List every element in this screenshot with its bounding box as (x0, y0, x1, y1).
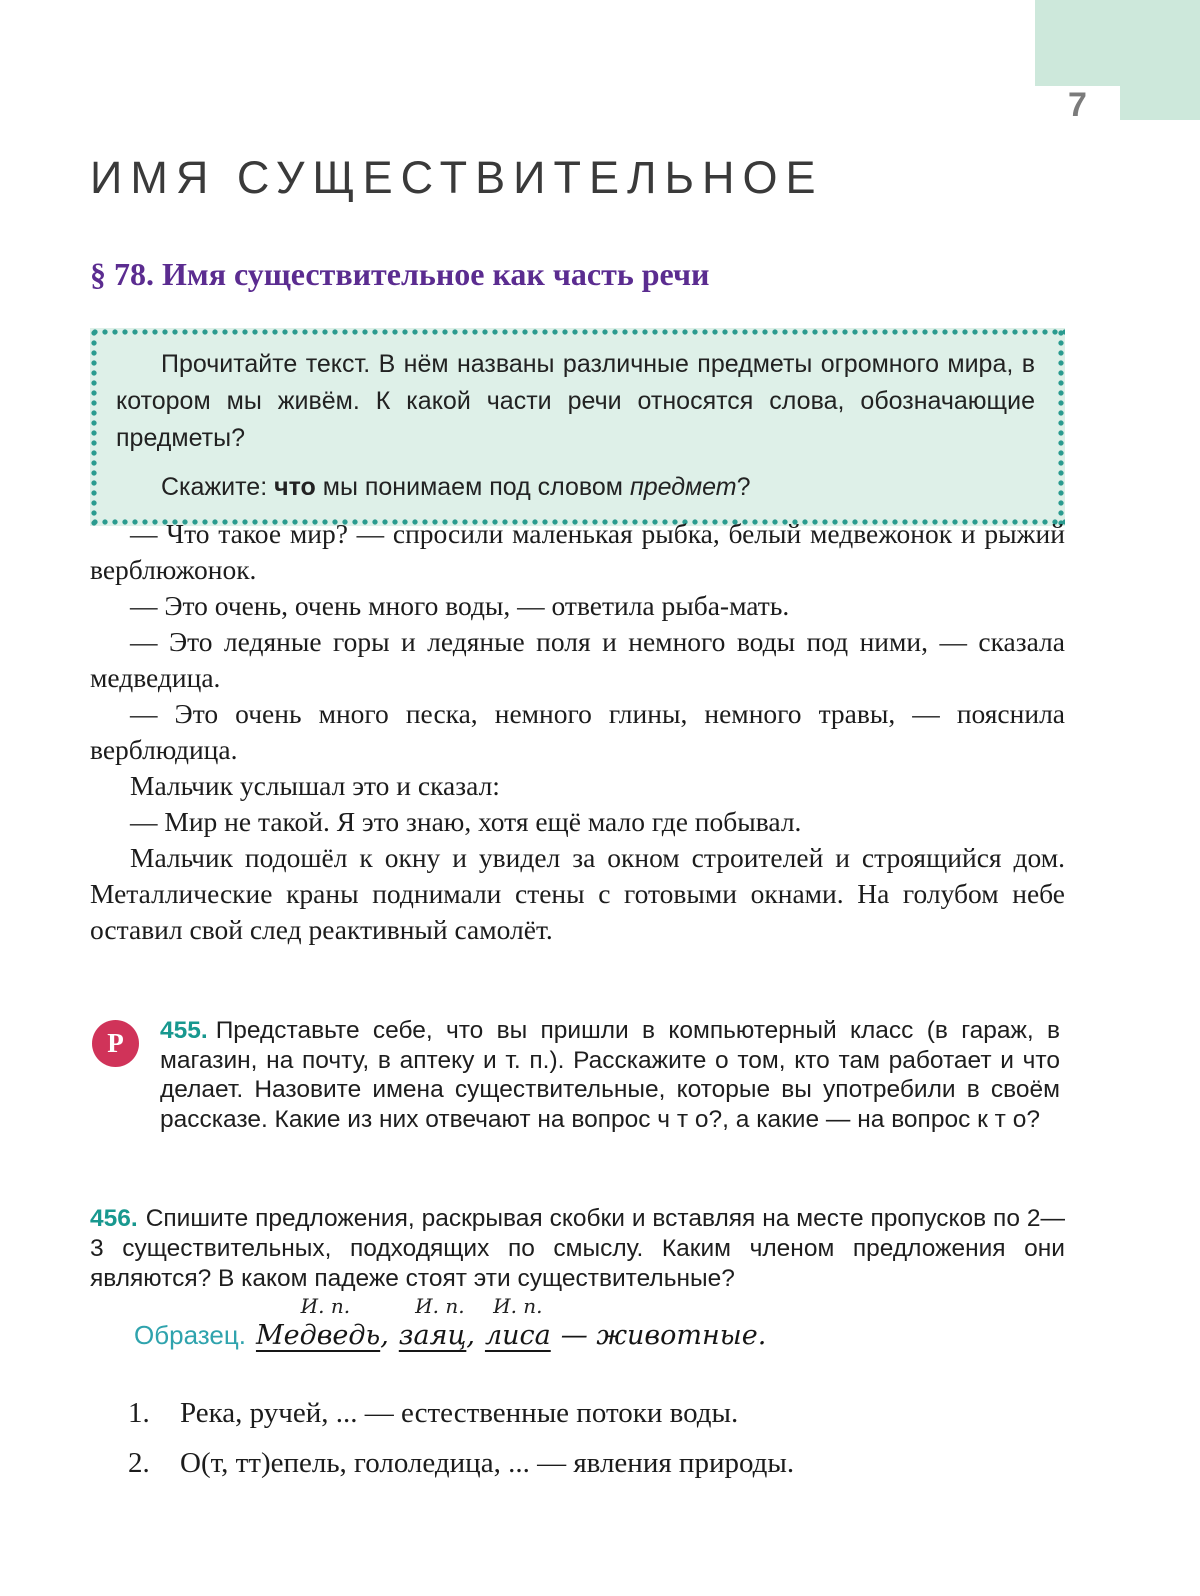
reading-paragraph: — Это очень много песка, немного глины, немного травы, — пояснила верблюдица. (90, 698, 1065, 765)
example-word-2: И. п. заяц, (399, 1294, 481, 1351)
list-item (90, 1388, 1065, 1438)
example-word: заяц (398, 1320, 467, 1351)
task-box-p2-bold: что (274, 473, 316, 501)
sentence-list (90, 1388, 1065, 1488)
list-item-text: Река, ручей, ... — естественные потоки воды. (180, 1397, 739, 1429)
example-word-1: И. п. Медведь, (256, 1294, 395, 1351)
reading-paragraph: — Это очень, очень много воды, — ответила рыба-мать. (130, 590, 790, 621)
exercise-455-text (160, 1016, 1060, 1134)
example-label: Образец. (134, 1320, 246, 1350)
list-item-number: 1. (128, 1397, 150, 1429)
exercise-455-body: Представьте себе, что вы пришли в компьютерный класс (в гараж, в магазин, на почту, в аптеку и т. п.). Расскажите о том, кто там работает и что делает. Назовите имена существительные, которые вы употребили в своём рассказе. Какие из них отвечают на вопрос ч т о?, а какие — на вопрос к т о? (160, 1017, 1060, 1133)
reading-text (90, 516, 1065, 948)
case-annotation: И. п. (493, 1294, 543, 1318)
reading-paragraph: — Что такое мир? — спросили маленькая рыбка, белый медвежонок и рыжий верблюжонок. (90, 518, 1065, 585)
task-box-p2-end: ? (736, 473, 751, 501)
chapter-title: ИМЯ СУЩЕСТВИТЕЛЬНОЕ (90, 152, 824, 203)
speaking-task-badge: Р (92, 1020, 139, 1067)
example-word-3 (485, 1294, 551, 1351)
task-box-p2-italic: предмет (629, 473, 737, 501)
list-item-number: 2. (128, 1447, 150, 1479)
task-box-p2-lead: Скажите: (161, 473, 275, 501)
corner-decoration (1035, 0, 1200, 124)
section-heading: § 78. Имя существительное как часть речи (90, 256, 710, 292)
page-number: 7 (1068, 86, 1087, 124)
task-box-paragraph-1: Прочитайте текст. В нём названы различные предметы огромного мира, в котором мы живём. К какой части речи относятся слова, обозначающие предметы? (116, 350, 1035, 452)
task-box (90, 328, 1065, 526)
list-item (90, 1438, 1065, 1488)
exercise-455 (90, 1016, 1065, 1134)
exercise-456-number: 456. (90, 1205, 138, 1232)
exercise-455-number: 455. (160, 1017, 208, 1044)
reading-paragraph: Мальчик подошёл к окну и увидел за окном строителей и строящийся дом. Металлические краны поднимали стены с готовыми окнами. На голубом небе оставил свой след реактивный самолёт. (90, 842, 1065, 945)
reading-paragraph: Мальчик услышал это и сказал: (130, 770, 500, 801)
example-word: Медведь (255, 1320, 381, 1351)
example-word: лиса (484, 1320, 551, 1351)
example-tail: — животные. (560, 1320, 767, 1351)
reading-paragraph: — Это ледяные горы и ледяные поля и немного воды под ними, — сказала медведица. (90, 626, 1065, 693)
case-annotation: И. п. (415, 1294, 465, 1318)
exercise-456-body: Спишите предложения, раскрывая скобки и вставляя на месте пропусков по 2—3 существительных, подходящих по смыслу. Каким членом предложения они являются? В каком падеже стоят эти существительные? (90, 1205, 1065, 1292)
list-item-text: О(т, тт)епель, гололедица, ... — явления природы. (180, 1447, 795, 1479)
task-box-p2-middle: мы понимаем под словом (315, 473, 630, 501)
task-box-paragraph-2 (116, 469, 1035, 506)
case-annotation: И. п. (300, 1294, 351, 1318)
page-number-notch (1035, 86, 1120, 124)
example-line (134, 1294, 1064, 1351)
exercise-456 (90, 1204, 1065, 1294)
reading-paragraph: — Мир не такой. Я это знаю, хотя ещё мало где побывал. (130, 806, 802, 837)
